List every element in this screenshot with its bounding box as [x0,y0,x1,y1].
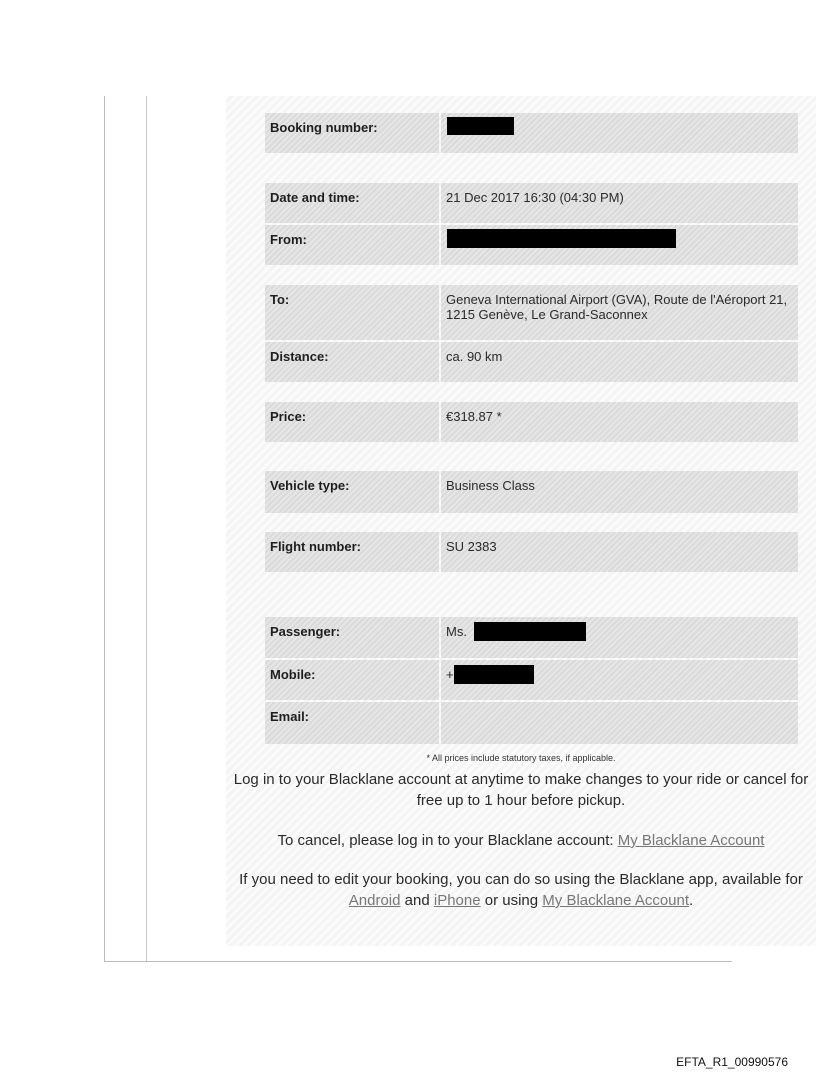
distance-row [265,342,798,382]
vehicle-type-row [265,471,798,513]
frame-left-border [104,96,105,962]
from-label: From: [265,225,439,265]
mobile-label: Mobile: [265,660,439,700]
edit-info-or: or using [480,892,543,909]
date-time-label: Date and time: [265,183,439,223]
to-label: To: [265,285,439,340]
mobile-value [441,660,798,700]
date-time-value: 21 Dec 2017 16:30 (04:30 PM) [441,183,798,223]
from-value [441,225,798,265]
vehicle-type-value: Business Class [441,471,798,513]
distance-value: ca. 90 km [441,342,798,382]
price-value: €318.87 * [441,402,798,442]
frame-inner-border [146,96,147,962]
price-footnote: * All prices include statutory taxes, if applicable. [426,753,616,763]
flight-number-value: SU 2383 [441,532,798,572]
booking-number-row [265,113,798,153]
passenger-label: Passenger: [265,617,439,658]
passenger-row [265,617,798,658]
cancel-info-text: To cancel, please log in to your Blacklane account: [277,832,618,849]
redaction-box [454,665,534,684]
vehicle-type-label: Vehicle type: [265,471,439,513]
android-link[interactable]: Android [348,892,401,909]
booking-number-label: Booking number: [265,113,439,153]
redaction-box [474,622,586,641]
from-row [265,225,798,265]
email-label: Email: [265,702,439,744]
price-row [265,402,798,442]
passenger-title: Ms. [446,624,467,639]
to-value: Geneva International Airport (GVA), Route de l'Aéroport 21, 1215 Genève, Le Grand-Saconnex [441,285,798,340]
my-blacklane-account-link[interactable]: My Blacklane Account [617,832,765,849]
to-row [265,285,798,340]
login-info-text: Log in to your Blacklane account at anytime to make changes to your ride or cancel for free up to 1 hour before pickup. [233,771,809,809]
passenger-value [441,617,798,658]
edit-info-and: and [400,892,434,909]
email-content-area [226,96,816,946]
flight-number-row [265,532,798,572]
edit-info-period: . [689,892,694,909]
email-row [265,702,798,744]
distance-label: Distance: [265,342,439,382]
price-label: Price: [265,402,439,442]
redaction-box [447,229,676,248]
booking-number-value [441,113,798,153]
mobile-prefix: + [446,667,454,682]
my-blacklane-account-link-2[interactable]: My Blacklane Account [542,892,690,909]
edit-info-paragraph [226,869,816,911]
edit-info-text: If you need to edit your booking, you can do so using the Blacklane app, available for [239,871,803,888]
email-value [441,702,798,744]
date-time-row [265,183,798,223]
mobile-row [265,660,798,700]
frame-bottom-border [104,961,732,962]
redaction-box [447,117,514,135]
cancel-info-paragraph [226,830,816,851]
document-id: EFTA_R1_00990576 [676,1055,788,1069]
flight-number-label: Flight number: [265,532,439,572]
iphone-link[interactable]: iPhone [433,892,481,909]
